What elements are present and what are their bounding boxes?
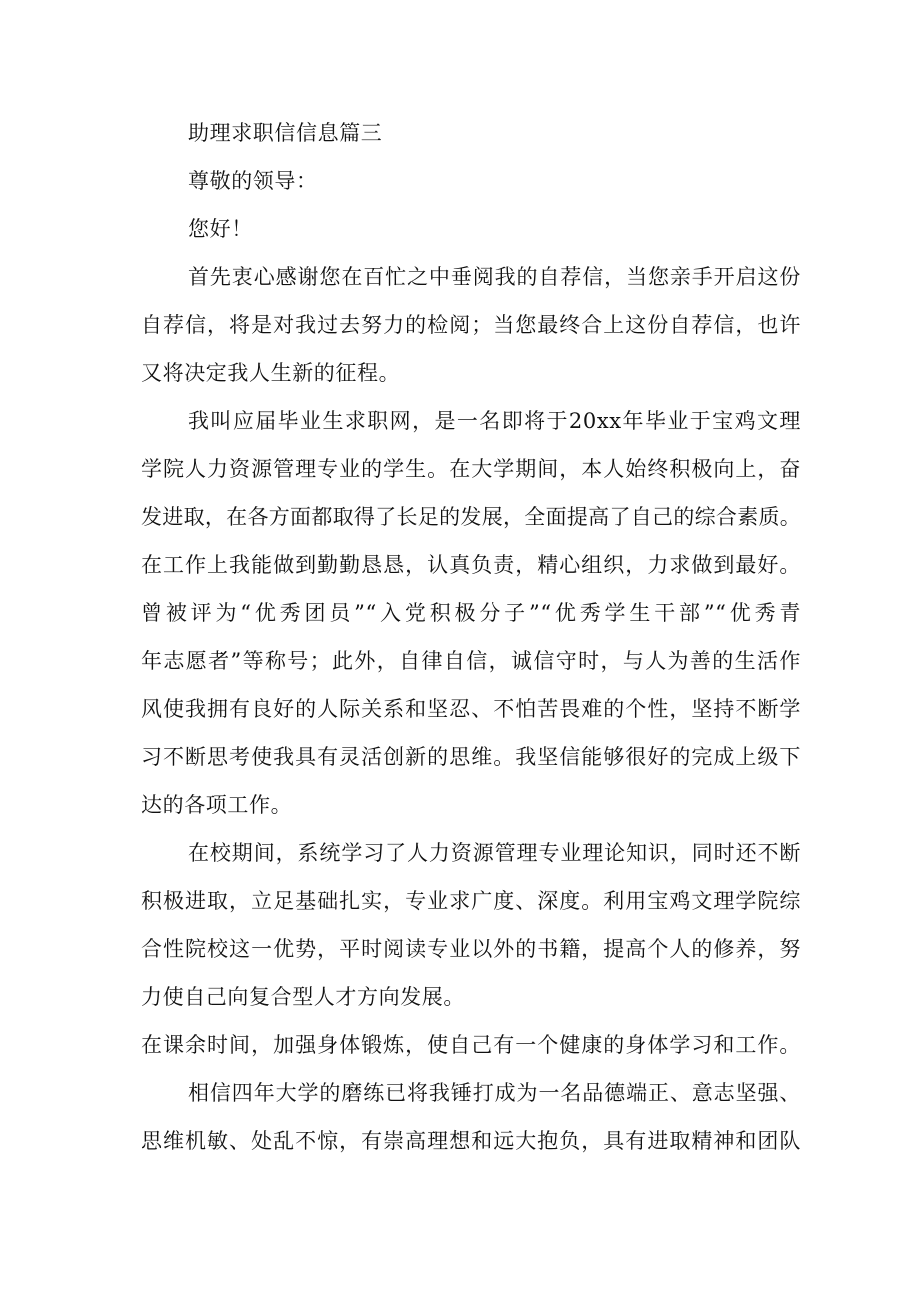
document-title: 助理求职信信息篇三: [188, 121, 383, 145]
text-line: 曾被评为“优秀团员”“入党积极分子”“优秀学生干部”“优秀青: [141, 601, 801, 625]
text-line: 首先衷心感谢您在百忙之中垂阅我的自荐信，当您亲手开启这份: [188, 265, 801, 289]
text-line: 年志愿者”等称号；此外，自律自信，诚信守时，与人为善的生活作: [141, 649, 801, 673]
text-line: 相信四年大学的磨练已将我锤打成为一名品德端正、意志坚强、: [188, 1081, 801, 1105]
text-line: 自荐信，将是对我过去努力的检阅；当您最终合上这份自荐信，也许: [141, 313, 801, 337]
salutation: 尊敬的领导：: [188, 169, 318, 193]
text-line: 在校期间，系统学习了人力资源管理专业理论知识，同时还不断: [188, 841, 801, 865]
text-line: 学院人力资源管理专业的学生。在大学期间，本人始终积极向上，奋: [141, 457, 801, 481]
text-line: 达的各项工作。: [141, 793, 293, 817]
text-line: 风使我拥有良好的人际关系和坚忍、不怕苦畏难的个性，坚持不断学: [141, 697, 801, 721]
text-line: 在课余时间，加强身体锻炼，使自己有一个健康的身体学习和工作。: [141, 1033, 801, 1057]
text-line: 在工作上我能做到勤勤恳恳，认真负责，精心组织，力求做到最好。: [141, 553, 801, 577]
text-line: 合性院校这一优势，平时阅读专业以外的书籍，提高个人的修养，努: [141, 937, 801, 961]
text-line: 力使自己向复合型人才方向发展。: [141, 985, 465, 1009]
text-line: 我叫应届毕业生求职网，是一名即将于20xx年毕业于宝鸡文理: [188, 409, 801, 433]
text-line: 发进取，在各方面都取得了长足的发展，全面提高了自己的综合素质。: [141, 505, 801, 529]
greeting: 您好！: [188, 217, 253, 241]
text-line: 习不断思考使我具有灵活创新的思维。我坚信能够很好的完成上级下: [141, 745, 801, 769]
text-line: 思维机敏、处乱不惊，有崇高理想和远大抱负，具有进取精神和团队: [141, 1129, 801, 1153]
text-line: 又将决定我人生新的征程。: [141, 361, 401, 385]
text-line: 积极进取，立足基础扎实，专业求广度、深度。利用宝鸡文理学院综: [141, 889, 801, 913]
